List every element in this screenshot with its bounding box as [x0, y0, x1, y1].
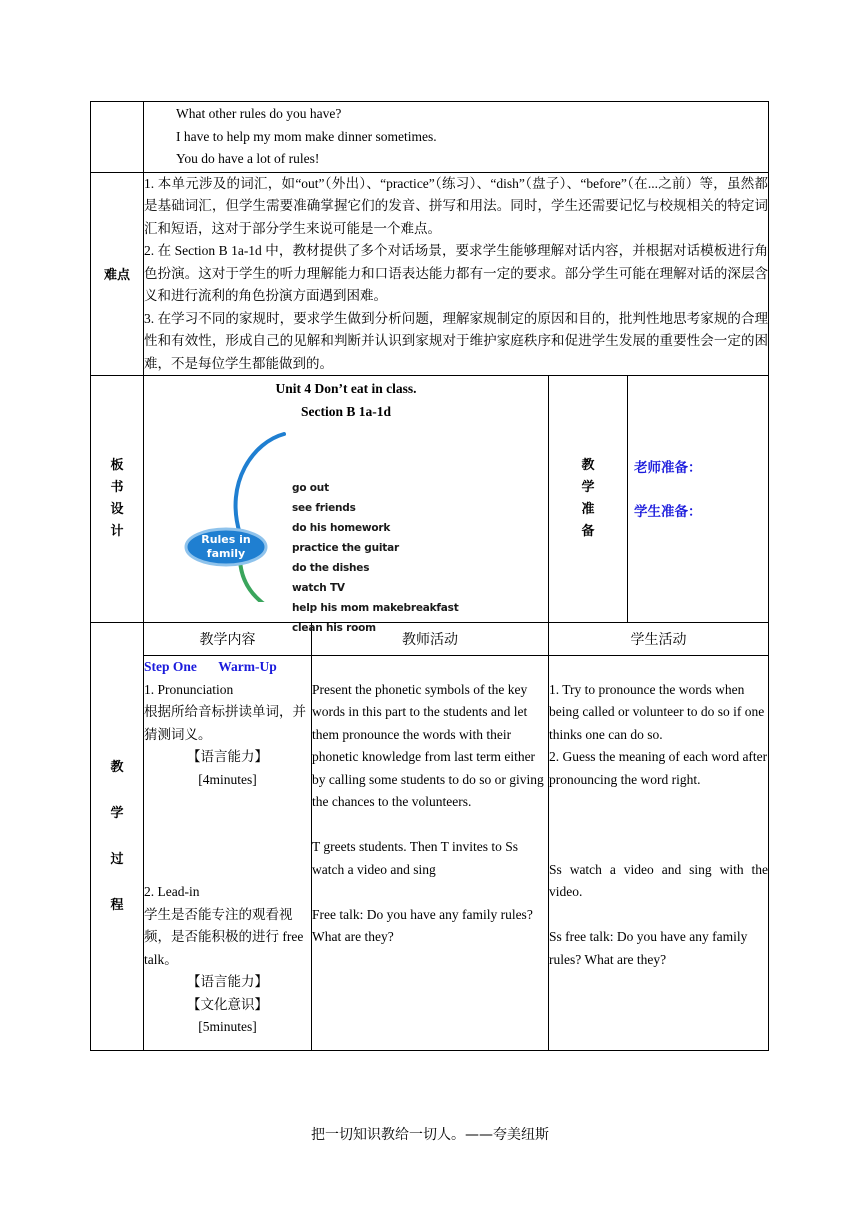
board-title: Unit 4 Don’t eat in class. [275, 381, 417, 396]
difficulty-row [91, 172, 769, 376]
board-label [91, 376, 144, 623]
preparation-label-char: 准 [581, 502, 595, 517]
process-label [91, 623, 144, 1051]
center-node-label: family [206, 547, 246, 560]
item2-tag: 【文化意识】 [187, 996, 268, 1012]
branch-item: watch TV [292, 582, 345, 594]
branch-item: see friends [292, 502, 356, 514]
item2-student-activity: Ss free talk: Do you have any family rules? What are they? [549, 929, 748, 967]
item2-title: 2. Lead-in [144, 884, 200, 899]
board-label-char: 设 [110, 502, 124, 517]
dialog-line: You do have a lot of rules! [176, 151, 320, 166]
teacher-column [312, 656, 549, 1051]
branch-item: do his homework [292, 522, 391, 534]
teacher-preparation: 老师准备： [634, 460, 702, 476]
process-content-row [91, 656, 769, 1051]
item2-student-activity: Ss watch a video and sing with the video. [549, 861, 769, 899]
board-label-char: 书 [110, 480, 124, 495]
center-node-label: Rules in [201, 533, 251, 546]
item1-time: [4minutes] [198, 771, 257, 787]
empty-label-cell [91, 102, 144, 173]
item2-teacher-activity: Free talk: Do you have any family rules? What are they? [312, 906, 533, 944]
item2-teacher-activity: T greets students. Then T invites to Ss watch a video and sing [312, 839, 519, 877]
header-teacher: 教师活动 [312, 623, 549, 656]
student-preparation: 学生准备： [634, 504, 702, 520]
green-branch-curve [240, 560, 300, 602]
preparation-label-char: 学 [581, 480, 595, 495]
process-label-char: 教 [110, 759, 124, 775]
step-name: Warm-Up [218, 659, 277, 674]
item1-title: 1. Pronunciation [144, 681, 234, 697]
footer-quote: 把一切知识教给一切人。——夸美纽斯 [311, 1127, 549, 1143]
header-student: 学生活动 [549, 623, 769, 656]
item1-teacher-activity: Present the phonetic symbols of the key words in this part to the students and let them pronounce the words with their phonetic knowledge from last term either by calling some students to do so or giving the chances to the volunteers. [312, 681, 544, 809]
dialog-cell [144, 102, 769, 173]
board-label-char: 板 [110, 458, 124, 473]
item1-desc: 根据所给音标拼读单词，并猜测词义。 [144, 704, 306, 742]
mind-map [144, 422, 548, 634]
item1-student-activity: 2. Guess the meaning of each word after pronouncing the word right. [549, 749, 768, 787]
item1-tag: 【语言能力】 [187, 749, 268, 764]
difficulty-label: 难点 [91, 172, 144, 376]
item1-student-activity: 1. Try to pronounce the words when being called or volunteer to do so if one thinks one can do so. [549, 681, 765, 742]
item2-time: [5minutes] [198, 1019, 257, 1034]
dialog-line: I have to help my mom make dinner sometimes. [176, 128, 437, 144]
blue-branch-curve [236, 434, 284, 534]
difficulty-point: 2. 在 Section B 1a-1d 中，教材提供了多个对话场景，要求学生能够理解对话内容，并根据对话模板进行角色扮演。这对于学生的听力理解能力和口语表达能力都有一定的要求。部分学生可能在理解对话的深层含义和进行流利的角色扮演方面遇到困难。 [144, 243, 769, 303]
process-label-char: 过 [110, 851, 124, 867]
difficulty-point: 1. 本单元涉及的词汇，如“out”（外出）、“practice”（练习）、“dish”（盘子）、“before”（在...之前）等，虽然都是基础词汇，但学生需要准确掌握它们的发音、拼写和用法。同时，学生还需要记忆与校规相关的特定词汇和短语，这对于部分学生来说可能是一个难点。 [144, 175, 769, 236]
branch-item: go out [292, 482, 329, 494]
process-label-char: 学 [110, 805, 124, 821]
board-row [91, 376, 769, 623]
branch-item: help his mom makebreakfast [292, 602, 459, 614]
preparation-cell [628, 376, 769, 623]
board-label-char: 计 [110, 524, 124, 539]
process-label-char: 程 [110, 897, 124, 913]
preparation-label [549, 376, 628, 623]
difficulty-cell [144, 172, 769, 376]
content-column [144, 656, 312, 1051]
dialog-row [91, 102, 769, 173]
lesson-plan-table [90, 101, 769, 1051]
branch-item: clean his room [292, 622, 376, 634]
branch-list [292, 478, 459, 638]
board-subtitle: Section B 1a-1d [300, 404, 391, 419]
dialog-line: What other rules do you have? [176, 106, 342, 121]
item2-desc: 学生是否能专注的观看视频，是否能积极的进行 free talk。 [144, 906, 304, 967]
student-column [549, 656, 769, 1051]
item2-tag: 【语言能力】 [187, 974, 268, 989]
preparation-label-char: 备 [581, 524, 595, 539]
board-design-cell [144, 376, 549, 634]
preparation-label-char: 教 [581, 458, 595, 473]
difficulty-point: 3. 在学习不同的家规时，要求学生做到分析问题，理解家规制定的原因和目的，批判性地思考家规的合理性和有效性，形成自己的见解和判断并认识到家规对于维护家庭秩序和促进学生发展的重要性会一定的困难，不是每位学生都能做到的。 [144, 310, 769, 371]
branch-item: do the dishes [292, 562, 370, 574]
branch-item: practice the guitar [292, 542, 399, 554]
header-content: 教学内容 [144, 623, 312, 656]
step-title: Step One [144, 659, 197, 674]
